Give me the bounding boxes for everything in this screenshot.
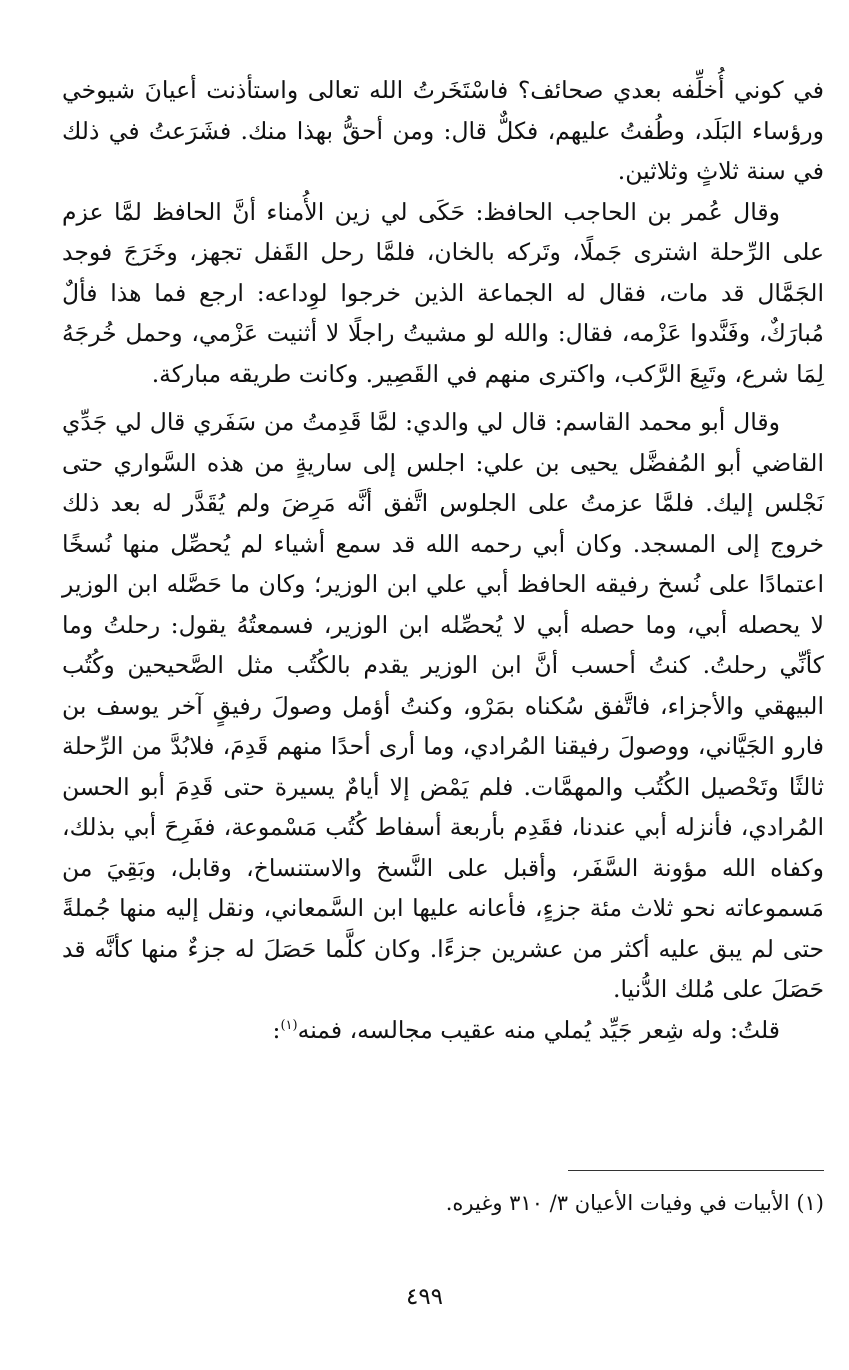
paragraph-4-text: قلتُ: وله شِعر جَيِّد يُملي منه عقيب مجالسه، فمنه	[297, 1015, 780, 1044]
footnote-text: الأبيات في وفيات الأعيان ٣/ ٣١٠ وغيره.	[445, 1191, 790, 1215]
paragraph-4-tail: :	[272, 1015, 281, 1044]
paragraph-1: في كوني أُخلِّفه بعدي صحائف؟ فاسْتَخَرتُ الله تعالى واستأذنت أعيانَ شيوخي ورؤساء البَلَد، وطُفتُ عليهم، فكلٌّ قال: ومن أحقُّ بهذا منك. فشَرَعتُ في ذلك في سنة ثلاثٍ وثلاثين.	[62, 76, 824, 185]
page-number: ٤٩٩	[405, 1284, 444, 1310]
footnote-reference[interactable]: (١)	[280, 1017, 298, 1033]
footnote-separator	[568, 1170, 824, 1171]
footnote	[62, 1186, 824, 1220]
main-text	[62, 70, 824, 1050]
paragraph-4	[62, 1010, 824, 1051]
paragraph-3: وقال أبو محمد القاسم: قال لي والدي: لمَّا قَدِمتُ من سَفَري قال لي جَدِّي القاضي أبو المُفضَّل يحيى بن علي: اجلس إلى ساريةٍ من هذه السَّواري حتى نَجْلس إليك. فلمَّا عزمتُ على الجلوس اتَّفق أنَّه مَرِضَ ولم يُقَدَّر له بعد ذلك خروج إلى المسجد. وكان أبي رحمه الله قد سمع أشياء لم يُحصِّل منها نُسخًا اعتمادًا على نُسخ رفيقه الحافظ أبي علي ابن الوزير؛ وكان ما حَصَّله ابن الوزير لا يحصله أبي، وما حصله أبي لا يُحصِّله ابن الوزير، فسمعتُهُ يقول: رحلتُ وما كأنِّي رحلتُ. كنتُ أحسب أنَّ ابن الوزير يقدم بالكُتُب مثل الصَّحيحين وكُتُب البيهقي والأجزاء، فاتَّفق سُكناه بمَرْو، وكنتُ أؤمل وصولَ رفيقٍ آخر يوسف بن فارو الجَيَّاني، ووصولَ رفيقنا المُرادي، وما أرى أحدًا منهم قَدِمَ، فلابُدَّ من الرِّحلة ثالثًا وتَحْصيل الكُتُب والمهمَّات. فلم يَمْض إلا أيامٌ يسيرة حتى قَدِمَ أبو الحسن المُرادي، فأنزله أبي عندنا، فقَدِم بأربعة أسفاط كُتُب مَسْموعة، ففَرِحَ أبي بذلك، وكفاه الله مؤونة السَّفَر، وأقبل على النَّسخ والاستنساخ، وقابل، وبَقِيَ من مَسموعاته نحو ثلاث مئة جزءٍ، فأعانه عليها ابن السَّمعاني، ونقل إليه منها جُملةً حتى لم يبق عليه أكثر من عشرين جزءًا. وكان كلَّما حَصَلَ له جزءٌ منها كأنَّه قد حَصَلَ على مُلك الدُّنيا.	[62, 408, 824, 1003]
footnote-marker: (١)	[796, 1191, 824, 1215]
paragraph-2: وقال عُمر بن الحاجب الحافظ: حَكَى لي زين الأُمناء أنَّ الحافظ لمَّا عزم على الرِّحلة اشترى جَملًا، وتَركه بالخان، فلمَّا رحل القَفل تجهز، وخَرَجَ فوجد الجَمَّال قد مات، فقال له الجماعة الذين خرجوا لوِداعه: ارجع فما هذا فألٌ مُبارَكٌ، وفَنَّدوا عَزْمه، فقال: والله لو مشيتُ راجلًا لا أثنيت عَزْمي، وحمل خُرجَهُ لِمَا شرع، وتَبِعَ الرَّكب، واكترى منهم في القَصِير. وكانت طريقه مباركة.	[62, 197, 824, 388]
